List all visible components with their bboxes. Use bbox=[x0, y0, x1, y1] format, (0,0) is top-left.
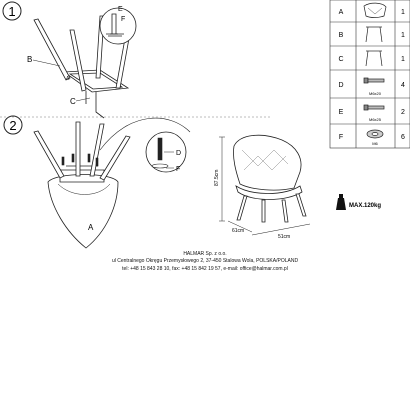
step-2-label-a: A bbox=[88, 223, 94, 232]
part-qty: 1 bbox=[401, 9, 405, 16]
part-qty: 1 bbox=[401, 56, 405, 63]
parts-table bbox=[330, 0, 410, 148]
max-load bbox=[336, 194, 381, 210]
step-2 bbox=[4, 116, 190, 248]
part-letter: E bbox=[338, 109, 344, 116]
company-address: ul Centralnego Okręgu Przemysłowego 2, 37-450 Stalowa Wola, POLSKA/POLAND bbox=[111, 258, 299, 265]
weight-icon-handle bbox=[339, 194, 343, 198]
step-1 bbox=[3, 2, 136, 118]
part-qty: 6 bbox=[401, 134, 405, 141]
part-qty: 2 bbox=[401, 109, 405, 116]
washer-icon bbox=[367, 130, 383, 138]
chair-dimensions bbox=[214, 135, 310, 240]
bolt-icon bbox=[364, 78, 384, 83]
step-1-number: 1 bbox=[8, 4, 16, 19]
part-spec: M6 bbox=[372, 141, 378, 146]
company-name: HALMAR Sp. z o.o. bbox=[183, 251, 227, 257]
part-letter: C bbox=[338, 56, 344, 63]
part-letter: D bbox=[338, 82, 344, 89]
part-spec: M6x25 bbox=[368, 117, 382, 122]
bolt-icon bbox=[364, 105, 384, 110]
part-qty: 4 bbox=[401, 82, 405, 89]
part-qty: 1 bbox=[401, 32, 405, 39]
front-legs-icon bbox=[366, 51, 382, 66]
step-1-label-f: F bbox=[121, 16, 126, 23]
rear-legs-icon bbox=[366, 27, 382, 42]
seat-icon bbox=[364, 3, 386, 17]
step-1-leader-c bbox=[76, 98, 90, 101]
part-letter: B bbox=[338, 32, 344, 39]
step-1-label-c: C bbox=[70, 97, 76, 106]
step-2-legs bbox=[34, 122, 130, 180]
footer bbox=[0, 251, 410, 273]
step-1-label-a: A bbox=[66, 76, 70, 82]
step-1-label-b: B bbox=[27, 55, 33, 64]
step-2-seat-shell bbox=[48, 175, 118, 249]
weight-icon bbox=[336, 198, 346, 210]
height-label: 87.5cm bbox=[214, 169, 220, 186]
depth-label: 61cm bbox=[232, 228, 245, 234]
step-2-label-f: F bbox=[176, 166, 181, 173]
step-1-label-e: E bbox=[118, 6, 123, 13]
part-letter: A bbox=[338, 9, 344, 16]
step-2-bolt-icon bbox=[158, 138, 162, 160]
part-letter: F bbox=[338, 134, 344, 141]
part-spec: M6x20 bbox=[368, 91, 382, 96]
step-2-label-d: D bbox=[176, 150, 182, 157]
company-contact: tel: +48 15 843 28 10, fax: +48 15 842 19 57, e-mail: office@halmar.com.pl bbox=[122, 265, 288, 272]
chair-backrest bbox=[233, 135, 301, 190]
width-label: 51cm bbox=[278, 234, 291, 240]
step-2-number: 2 bbox=[9, 118, 17, 133]
step-1-zoom-bubble bbox=[100, 8, 136, 44]
max-load-label: MAX.120kg bbox=[349, 203, 382, 209]
